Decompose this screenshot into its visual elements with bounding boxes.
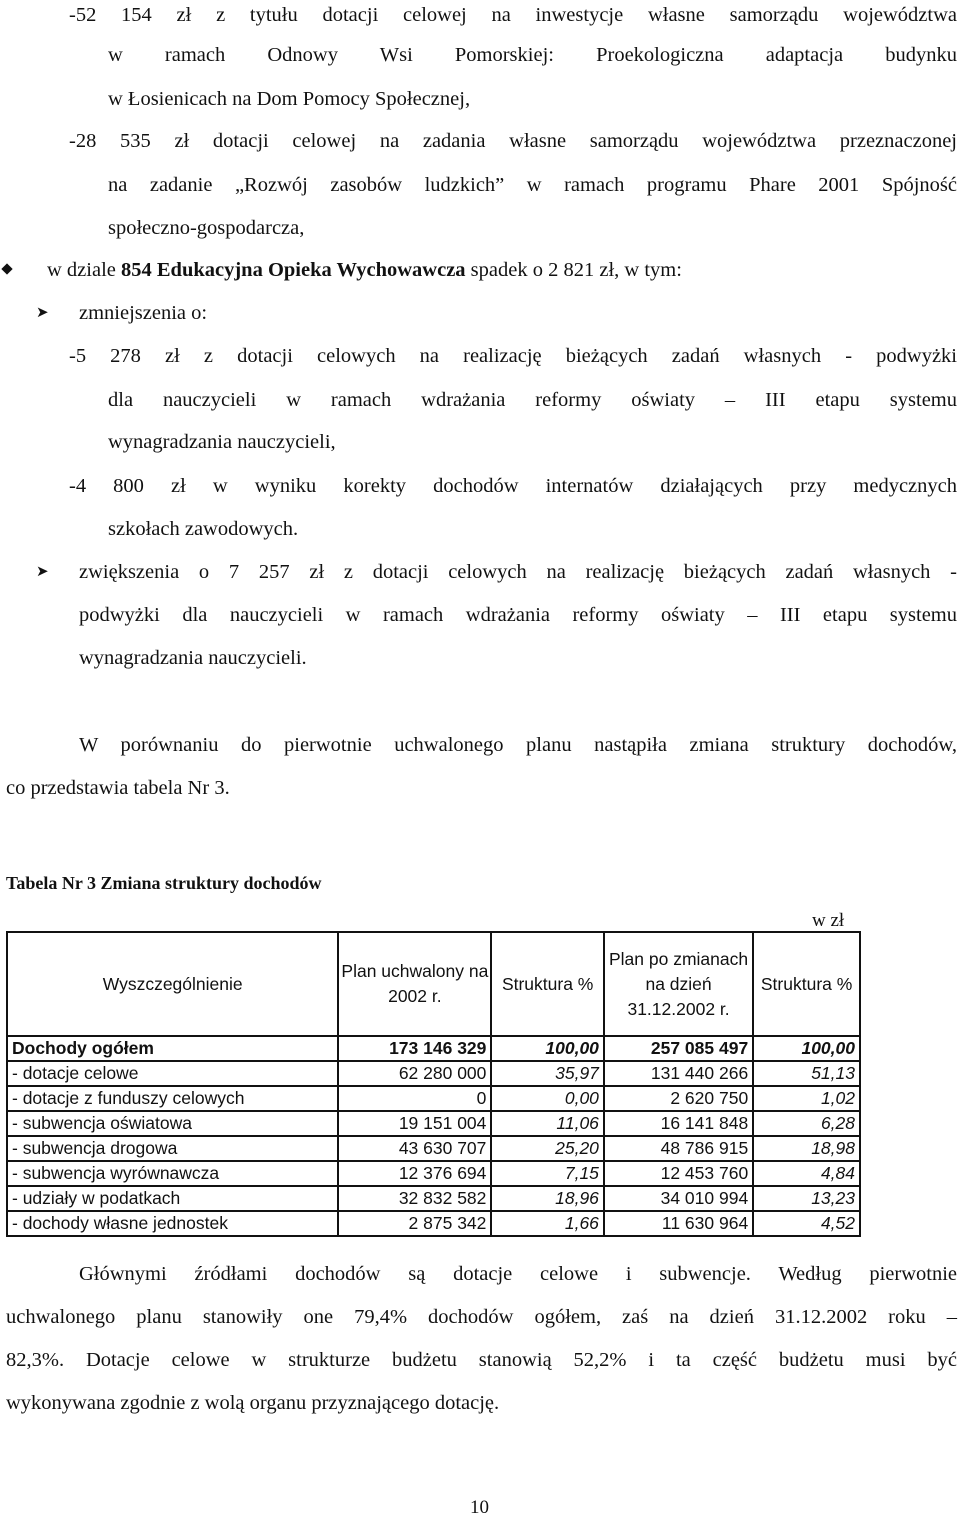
text-line: wynagradzania nauczycieli. <box>79 647 307 669</box>
paragraph-line: co przedstawia tabela Nr 3. <box>6 777 230 799</box>
table-title: Tabela Nr 3 Zmiana struktury dochodów <box>6 873 322 893</box>
row-label: - dotacje z funduszy celowych <box>7 1086 338 1111</box>
page-number: 10 <box>470 1497 489 1518</box>
structure-value: 1,66 <box>491 1211 604 1236</box>
text-line: wynagradzania nauczycieli, <box>108 431 336 453</box>
plan-after-value: 2 620 750 <box>604 1086 753 1111</box>
structure-after-value: 6,28 <box>753 1111 860 1136</box>
table-row <box>7 1111 860 1136</box>
header-cell: Plan po zmianach na dzień 31.12.2002 r. <box>604 932 753 1036</box>
plan-after-value: 12 453 760 <box>604 1161 753 1186</box>
plan-value: 173 146 329 <box>338 1036 491 1061</box>
text-line: dla nauczycieli w ramach wdrażania reformy oświaty – III etapu systemu <box>108 389 957 411</box>
plan-value: 19 151 004 <box>338 1111 491 1136</box>
structure-after-value: 1,02 <box>753 1086 860 1111</box>
structure-value: 11,06 <box>491 1111 604 1136</box>
plan-value: 43 630 707 <box>338 1136 491 1161</box>
structure-after-value: 13,23 <box>753 1186 860 1211</box>
text-line: szkołach zawodowych. <box>108 518 299 540</box>
text-line: w ramach Odnowy Wsi Pomorskiej: Proekologiczna adaptacja budynku <box>108 44 957 66</box>
table-row <box>7 1036 860 1061</box>
structure-value: 35,97 <box>491 1061 604 1086</box>
text-line: podwyżki dla nauczycieli w ramach wdrażania reformy oświaty – III etapu systemu <box>79 604 957 626</box>
row-label: - subwencja oświatowa <box>7 1111 338 1136</box>
text-line: zwiększenia o 7 257 zł z dotacji celowych na realizację bieżących zadań własnych - <box>79 561 957 583</box>
section-prefix: w dziale <box>47 259 121 281</box>
plan-after-value: 16 141 848 <box>604 1111 753 1136</box>
table-row <box>7 1136 860 1161</box>
plan-value: 62 280 000 <box>338 1061 491 1086</box>
arrow-bullet-icon: ➤ <box>36 305 49 321</box>
plan-value: 32 832 582 <box>338 1186 491 1211</box>
row-label: - subwencja wyrównawcza <box>7 1161 338 1186</box>
table-row <box>7 1161 860 1186</box>
plan-value: 12 376 694 <box>338 1161 491 1186</box>
structure-after-value: 100,00 <box>753 1036 860 1061</box>
table-row <box>7 1086 860 1111</box>
paragraph-line: wykonywana zgodnie z wolą organu przyznającego dotację. <box>6 1392 500 1414</box>
structure-after-value: 51,13 <box>753 1061 860 1086</box>
structure-after-value: 18,98 <box>753 1136 860 1161</box>
row-label: - dochody własne jednostek <box>7 1211 338 1236</box>
paragraph-line: 82,3%. Dotacje celowe w strukturze budżetu stanowią 52,2% i ta część budżetu musi być <box>6 1349 957 1371</box>
table-row <box>7 1061 860 1086</box>
text-line: -28 535 zł dotacji celowej na zadania własne samorządu województwa przeznaczonej <box>69 130 957 152</box>
header-cell: Plan uchwalony na 2002 r. <box>338 932 491 1036</box>
paragraph-line: Głównymi źródłami dochodów są dotacje celowe i subwencje. Według pierwotnie <box>79 1263 957 1285</box>
text-line: społeczno-gospodarcza, <box>108 217 305 239</box>
row-label: - dotacje celowe <box>7 1061 338 1086</box>
structure-value: 18,96 <box>491 1186 604 1211</box>
structure-value: 0,00 <box>491 1086 604 1111</box>
structure-value: 7,15 <box>491 1161 604 1186</box>
section-heading <box>47 258 682 282</box>
arrow-bullet-icon: ➤ <box>36 564 49 580</box>
plan-after-value: 11 630 964 <box>604 1211 753 1236</box>
row-label: Dochody ogółem <box>7 1036 338 1061</box>
structure-value: 25,20 <box>491 1136 604 1161</box>
income-structure-table <box>6 931 861 1237</box>
structure-after-value: 4,84 <box>753 1161 860 1186</box>
diamond-bullet-icon <box>1 263 12 274</box>
table-header-row <box>7 932 860 1036</box>
header-cell: Wyszczególnienie <box>7 932 338 1036</box>
text-line: -5 278 zł z dotacji celowych na realizację bieżących zadań własnych - podwyżki <box>69 345 957 367</box>
text-line: -52 154 zł z tytułu dotacji celowej na inwestycje własne samorządu województwa <box>69 4 957 26</box>
row-label: - subwencja drogowa <box>7 1136 338 1161</box>
text-line: w Łosienicach na Dom Pomocy Społecznej, <box>108 88 471 110</box>
table-row <box>7 1211 860 1236</box>
section-bold: 854 Edukacyjna Opieka Wychowawcza <box>121 259 466 281</box>
header-cell: Struktura % <box>491 932 604 1036</box>
structure-after-value: 4,52 <box>753 1211 860 1236</box>
structure-value: 100,00 <box>491 1036 604 1061</box>
plan-value: 2 875 342 <box>338 1211 491 1236</box>
text-line: -4 800 zł w wyniku korekty dochodów internatów działających przy medycznych <box>69 475 957 497</box>
paragraph-line: uchwalonego planu stanowiły one 79,4% dochodów ogółem, zaś na dzień 31.12.2002 roku – <box>6 1306 957 1328</box>
section-suffix: spadek o 2 821 zł, w tym: <box>465 259 682 281</box>
table-row <box>7 1186 860 1211</box>
plan-after-value: 131 440 266 <box>604 1061 753 1086</box>
decrease-label: zmniejszenia o: <box>79 302 208 324</box>
unit-label: w zł <box>812 910 845 931</box>
header-cell: Struktura % <box>753 932 860 1036</box>
text-line: na zadanie „Rozwój zasobów ludzkich” w ramach programu Phare 2001 Spójność <box>108 174 957 196</box>
plan-after-value: 48 786 915 <box>604 1136 753 1161</box>
row-label: - udziały w podatkach <box>7 1186 338 1211</box>
plan-after-value: 257 085 497 <box>604 1036 753 1061</box>
plan-value: 0 <box>338 1086 491 1111</box>
plan-after-value: 34 010 994 <box>604 1186 753 1211</box>
paragraph-line: W porównaniu do pierwotnie uchwalonego planu nastąpiła zmiana struktury dochodów, <box>79 734 957 756</box>
